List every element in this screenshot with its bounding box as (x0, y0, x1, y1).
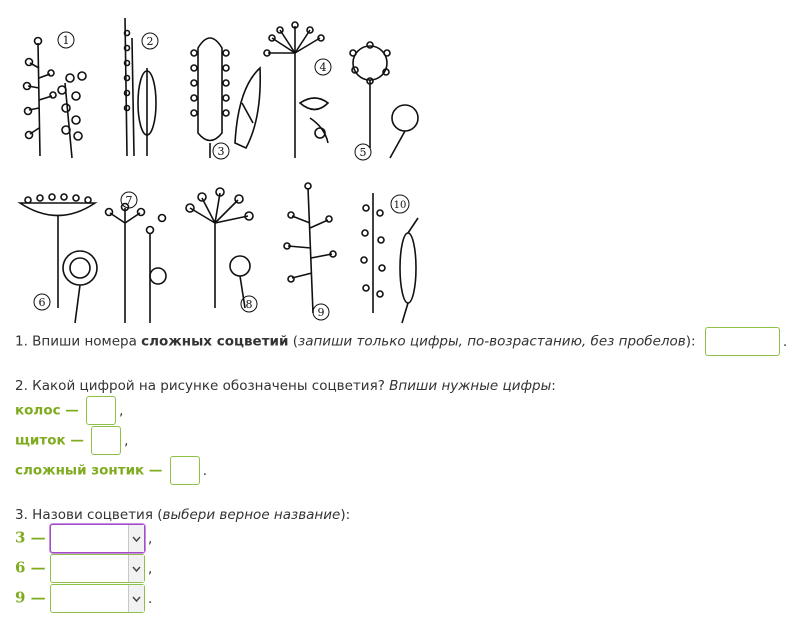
q3-end: . (147, 590, 153, 607)
plant-9 (284, 183, 336, 313)
number-label: 4 (319, 61, 327, 74)
q1-bold: сложных соцветий (141, 333, 289, 350)
q3-suffix: ): (340, 507, 351, 523)
question-3 (15, 507, 350, 523)
chevron-down-icon[interactable] (128, 525, 144, 552)
q3-select-9[interactable] (50, 584, 145, 613)
number-label: 9 (317, 306, 325, 319)
q2-hint: Впиши нужные цифры (389, 378, 552, 394)
q2-row-corymb (15, 426, 128, 455)
q3-label-9: 9 — (15, 588, 46, 607)
q3-row-9 (15, 584, 152, 613)
q3-prefix: 3. Назови соцветия ( (15, 507, 163, 523)
number-label: 6 (38, 296, 46, 309)
q2-row-compound-umbel (15, 456, 207, 485)
q3-end: , (147, 560, 153, 577)
inflorescence-drawing (10, 8, 430, 330)
q2-label-spike: колос — (15, 402, 79, 419)
q2-end: . (202, 462, 207, 479)
plant-4 (264, 22, 328, 158)
number-label: 10 (393, 200, 407, 211)
q3-end: , (147, 530, 153, 547)
plant-3 (191, 38, 260, 158)
q1-answer-input[interactable] (705, 327, 780, 356)
question-1 (15, 327, 787, 356)
q3-row-6 (15, 554, 152, 583)
plant-8 (186, 188, 253, 308)
corymb-number-input[interactable] (91, 426, 121, 455)
number-label: 5 (359, 146, 367, 159)
chevron-down-icon[interactable] (128, 555, 144, 582)
question-2 (15, 378, 556, 394)
q1-hint: запиши только цифры, по-возрастанию, без пробелов (298, 333, 686, 350)
q2-end: , (124, 432, 129, 449)
number-label: 2 (146, 35, 154, 48)
number-label: 8 (245, 298, 253, 311)
q2-label-compound-umbel: сложный зонтик — (15, 462, 163, 479)
q2-label-corymb: щиток — (15, 432, 84, 449)
q3-select-6[interactable] (50, 554, 145, 583)
q1-paren-close: ): (685, 333, 696, 350)
q2-prefix: 2. Какой цифрой на рисунке обозначены соцветия? (15, 378, 390, 394)
compound-umbel-number-input[interactable] (170, 456, 200, 485)
q3-hint: выбери верное название (162, 507, 341, 523)
number-label: 1 (62, 34, 70, 47)
q3-label-3: 3 — (15, 528, 46, 547)
q2-row-spike (15, 396, 123, 425)
number-label: 7 (125, 194, 133, 207)
q3-row-3 (15, 524, 152, 553)
plant-7 (106, 204, 167, 324)
plant-5 (350, 42, 418, 158)
q2-colon: : (551, 378, 556, 394)
q1-end: . (782, 333, 787, 350)
inflorescence-figure (10, 8, 430, 330)
plant-1 (24, 38, 87, 159)
number-label: 3 (217, 145, 225, 158)
chevron-down-icon[interactable] (128, 585, 144, 612)
q1-paren-open: ( (288, 333, 299, 350)
q1-prefix: 1. Впиши номера (15, 333, 142, 350)
q3-select-3[interactable] (50, 524, 145, 553)
q2-end: , (119, 402, 124, 419)
q3-label-6: 6 — (15, 558, 46, 577)
plant-10 (361, 193, 418, 323)
plant-6 (20, 194, 97, 323)
spike-number-input[interactable] (86, 396, 116, 425)
